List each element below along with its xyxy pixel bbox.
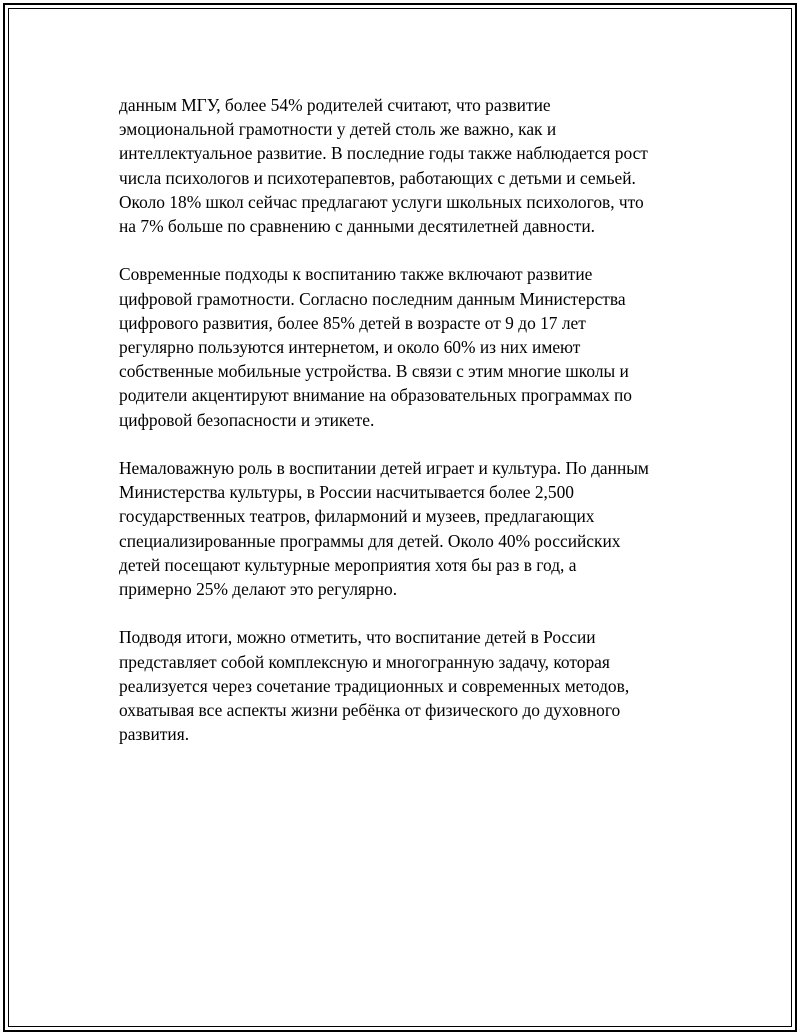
text-line: собственные мобильные устройства. В связи с этим многие школы и <box>119 361 629 382</box>
text-line: охватывая все аспекты жизни ребёнка от физического до духовного <box>119 700 621 721</box>
paragraph-culture <box>119 456 699 601</box>
text-line: родители акцентируют внимание на образовательных программах по <box>119 385 632 406</box>
text-line: регулярно пользуются интернетом, и около 60% из них имеют <box>119 337 581 358</box>
document-body <box>119 93 699 771</box>
paragraph-parents-survey <box>119 93 699 238</box>
text-line: примерно 25% делают это регулярно. <box>119 579 398 600</box>
text-line: Современные подходы к воспитанию также включают развитие <box>119 264 593 285</box>
text-line: цифрового развития, более 85% детей в возрасте от 9 до 17 лет <box>119 312 586 333</box>
text-line: Около 18% школ сейчас предлагают услуги школьных психологов, что <box>119 191 644 212</box>
text-line: Министерства культуры, в России насчитывается более 2,500 <box>119 482 574 503</box>
text-line: данным МГУ, более 54% родителей считают, что развитие <box>119 95 551 115</box>
text-line: числа психологов и психотерапевтов, работающих с детьми и семьей. <box>119 167 636 188</box>
paragraph-conclusion <box>119 625 699 746</box>
text-line: развития. <box>119 724 190 745</box>
text-line: цифровой безопасности и этикете. <box>119 409 375 430</box>
text-line: государственных театров, филармоний и музеев, предлагающих <box>119 506 595 527</box>
text-line: Подводя итоги, можно отметить, что воспитание детей в России <box>119 627 596 648</box>
text-line: реализуется через сочетание традиционных и современных методов, <box>119 675 630 696</box>
text-line: эмоциональной грамотности у детей столь же важно, как и <box>119 119 557 140</box>
text-line: на 7% больше по сравнению с данными десятилетней давности. <box>119 216 596 237</box>
text-line: детей посещают культурные мероприятия хотя бы раз в год, а <box>119 554 577 575</box>
text-line: представляет собой комплексную и многогранную задачу, которая <box>119 651 610 672</box>
text-line: цифровой грамотности. Согласно последним данным Министерства <box>119 288 626 309</box>
text-line: специализированные программы для детей. Около 40% российских <box>119 530 621 551</box>
paragraph-digital-literacy <box>119 262 699 431</box>
text-line: Немаловажную роль в воспитании детей играет и культура. По данным <box>119 458 649 479</box>
text-line: интеллектуальное развитие. В последние годы также наблюдается рост <box>119 143 648 164</box>
